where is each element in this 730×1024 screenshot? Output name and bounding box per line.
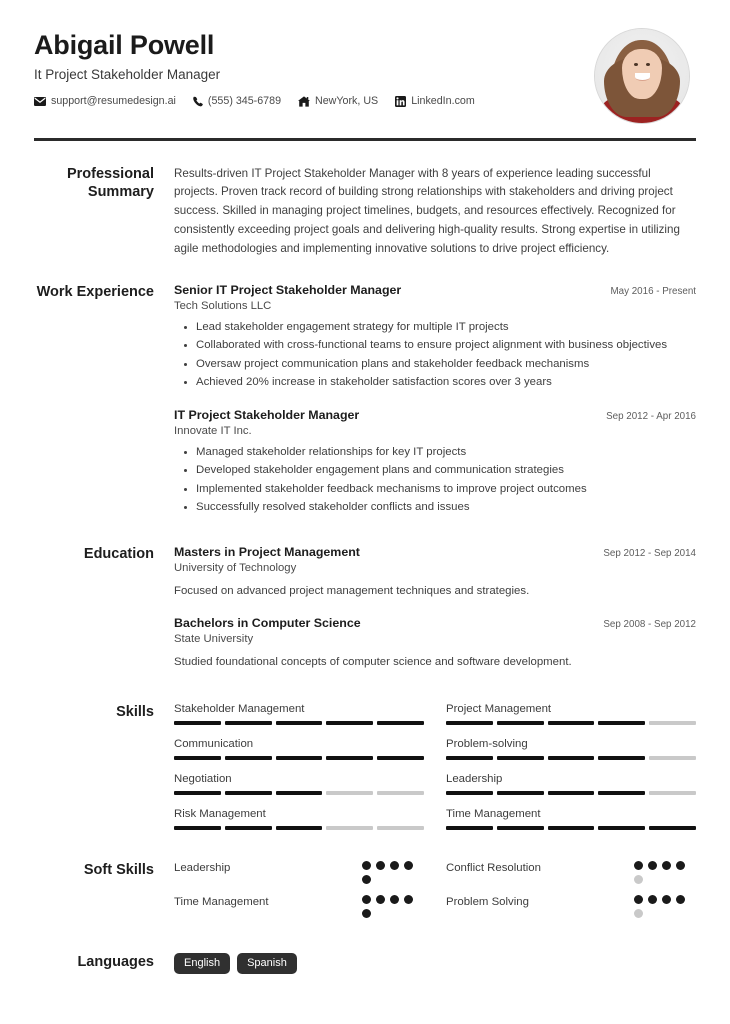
- education-entry-head: [174, 545, 696, 559]
- job-title: Senior IT Project Stakeholder Manager: [174, 282, 402, 297]
- header-text-block: [34, 26, 475, 107]
- skills-column-right: [446, 703, 696, 843]
- skill-bar-segment: [377, 791, 424, 795]
- contact-phone[interactable]: [193, 95, 281, 107]
- skill-bar-segment: [649, 721, 696, 725]
- language-tag[interactable]: English: [174, 953, 230, 974]
- phone-icon: [193, 96, 203, 107]
- school-name: State University: [174, 633, 254, 646]
- skill-bar-segment: [326, 721, 373, 725]
- skill-bar-segment: [446, 721, 493, 725]
- contact-location-label: NewYork, US: [315, 95, 379, 108]
- skills-columns: [174, 703, 696, 843]
- skill-bar-segment: [446, 791, 493, 795]
- envelope-icon: [34, 97, 46, 106]
- section-label-education: Education: [83, 545, 154, 562]
- section-label-soft-skills: Soft Skills: [83, 862, 154, 879]
- skill-bar-segment: [649, 756, 696, 760]
- skill-bar-segment: [326, 756, 373, 760]
- skill-bar-segment: [497, 791, 544, 795]
- job-title: IT Project Stakeholder Manager: [174, 407, 360, 422]
- work-entry-head: [174, 408, 696, 422]
- skill-name: Negotiation: [174, 773, 232, 786]
- skill-level-bar: [174, 721, 424, 725]
- soft-skill-dot: [676, 895, 685, 904]
- skill-level-bar: [174, 826, 424, 830]
- soft-skill-dot: [648, 895, 657, 904]
- section-professional-summary: [34, 165, 696, 259]
- section-languages: [34, 953, 696, 974]
- work-entry: [174, 408, 696, 516]
- skill-bar-segment: [446, 826, 493, 830]
- soft-skills-column-left: [174, 861, 424, 929]
- avatar-wrapper: [594, 26, 696, 124]
- skill-item: [446, 773, 696, 795]
- contact-linkedin-label: LinkedIn.com: [411, 95, 475, 108]
- skill-bar-segment: [174, 756, 221, 760]
- job-bullet: Lead stakeholder engagement strategy for multiple IT projects: [174, 319, 696, 336]
- soft-skill-dot: [390, 861, 399, 870]
- linkedin-icon: [395, 96, 406, 107]
- skill-bar-segment: [497, 721, 544, 725]
- job-bullet: Successfully resolved stakeholder conflicts and issues: [174, 499, 696, 516]
- skill-bar-segment: [276, 826, 323, 830]
- education-entry: [174, 616, 696, 671]
- skill-bar-segment: [225, 791, 272, 795]
- skill-name: Risk Management: [174, 808, 266, 821]
- skill-bar-segment: [174, 791, 221, 795]
- skill-bar-segment: [548, 756, 595, 760]
- soft-skill-dot: [362, 875, 371, 884]
- header-divider: [34, 138, 696, 141]
- soft-skill-name: Leadership: [174, 862, 231, 875]
- skill-bar-segment: [598, 756, 645, 760]
- skill-bar-segment: [497, 826, 544, 830]
- degree-date: Sep 2012 - Sep 2014: [603, 547, 696, 559]
- avatar: [594, 28, 690, 124]
- job-bullet: Implemented stakeholder feedback mechanisms to improve project outcomes: [174, 481, 696, 498]
- language-tag[interactable]: Spanish: [237, 953, 297, 974]
- soft-skill-dot: [362, 909, 371, 918]
- skill-level-bar: [446, 791, 696, 795]
- soft-skill-dot: [634, 861, 643, 870]
- degree-date: Sep 2008 - Sep 2012: [603, 619, 696, 631]
- soft-skill-dot: [404, 895, 413, 904]
- soft-skill-dot: [404, 861, 413, 870]
- job-date: Sep 2012 - Apr 2016: [606, 410, 696, 422]
- soft-skill-dot: [662, 861, 671, 870]
- section-soft-skills: [34, 861, 696, 929]
- soft-skills-columns: [174, 861, 696, 929]
- skill-item: [174, 703, 424, 725]
- skill-level-bar: [446, 756, 696, 760]
- skill-bar-segment: [276, 721, 323, 725]
- section-skills: [34, 703, 696, 843]
- skill-bar-segment: [446, 756, 493, 760]
- job-bullet: Oversaw project communication plans and stakeholder feedback mechanisms: [174, 356, 696, 373]
- skill-level-bar: [446, 826, 696, 830]
- soft-skill-name: Problem Solving: [446, 896, 529, 909]
- soft-skill-dot: [634, 909, 643, 918]
- soft-skills-body: [174, 861, 696, 929]
- job-bullets: [174, 444, 696, 516]
- section-label-skills: Skills: [116, 704, 154, 721]
- skill-name: Project Management: [446, 703, 552, 716]
- skills-column-left: [174, 703, 424, 843]
- degree-title: Masters in Project Management: [174, 544, 360, 559]
- skill-item: [174, 773, 424, 795]
- skill-bar-segment: [598, 826, 645, 830]
- contact-email[interactable]: [34, 95, 176, 107]
- soft-skill-item: [446, 861, 696, 884]
- soft-skill-dots: [362, 861, 424, 884]
- job-bullet: Developed stakeholder engagement plans and communication strategies: [174, 462, 696, 479]
- skill-name: Stakeholder Management: [174, 703, 305, 716]
- resume-header: [34, 26, 696, 124]
- soft-skill-dot: [648, 861, 657, 870]
- company-name: Innovate IT Inc.: [174, 424, 252, 437]
- soft-skill-dot: [362, 895, 371, 904]
- work-entry: [174, 283, 696, 391]
- skill-name: Communication: [174, 738, 254, 751]
- skill-item: [446, 738, 696, 760]
- contact-phone-label: (555) 345-6789: [207, 95, 282, 108]
- skill-item: [446, 703, 696, 725]
- job-date: May 2016 - Present: [610, 285, 696, 297]
- degree-description: Focused on advanced project management techniques and strategies.: [174, 584, 530, 597]
- skill-bar-segment: [377, 756, 424, 760]
- skill-bar-segment: [548, 791, 595, 795]
- soft-skill-dots: [362, 895, 424, 918]
- section-education: [34, 545, 696, 673]
- skill-bar-segment: [174, 826, 221, 830]
- soft-skill-name: Conflict Resolution: [446, 862, 541, 875]
- skill-bar-segment: [649, 791, 696, 795]
- degree-description: Studied foundational concepts of computer science and software development.: [174, 656, 572, 669]
- soft-skill-dots: [634, 861, 696, 884]
- soft-skill-dot: [376, 895, 385, 904]
- skill-bar-segment: [548, 721, 595, 725]
- skill-name: Time Management: [446, 808, 541, 821]
- soft-skill-item: [174, 861, 424, 884]
- job-bullet: Achieved 20% increase in stakeholder satisfaction scores over 3 years: [174, 374, 696, 391]
- company-name: Tech Solutions LLC: [174, 299, 272, 312]
- skill-bar-segment: [598, 721, 645, 725]
- job-bullets: [174, 319, 696, 391]
- soft-skills-column-right: [446, 861, 696, 929]
- education-entry-head: [174, 616, 696, 630]
- skill-item: [174, 808, 424, 830]
- skill-bar-segment: [377, 826, 424, 830]
- skill-name: Leadership: [446, 773, 503, 786]
- education-body: [174, 545, 696, 673]
- soft-skill-dot: [376, 861, 385, 870]
- job-bullet: Managed stakeholder relationships for key IT projects: [174, 444, 696, 461]
- skill-bar-segment: [326, 826, 373, 830]
- skill-level-bar: [174, 756, 424, 760]
- skill-bar-segment: [377, 721, 424, 725]
- skill-bar-segment: [276, 756, 323, 760]
- languages-body: [174, 953, 696, 974]
- skill-item: [174, 738, 424, 760]
- soft-skill-dot: [390, 895, 399, 904]
- summary-text: Results-driven IT Project Stakeholder Manager with 8 years of experience leading successful projects. Proven track record of building strong relationships with stakeholders and driving project success. Skilled in managing project timelines, budgets, and resources effectively. Recognized for consistently exceeding project goals and delivering high-quality results. Strong expertise in utilizing agile methodologies and implementing innovative solutions to drive project efficiency.: [174, 166, 680, 256]
- section-work-experience: [34, 283, 696, 518]
- work-entry-head: [174, 283, 696, 297]
- soft-skill-dots: [634, 895, 696, 918]
- section-label-work: Work Experience: [36, 283, 154, 300]
- skill-level-bar: [174, 791, 424, 795]
- soft-skill-name: Time Management: [174, 896, 269, 909]
- avatar-eye-right: [646, 63, 650, 66]
- candidate-name: Abigail Powell: [34, 30, 215, 60]
- contact-email-label: support@resumedesign.ai: [51, 95, 176, 108]
- skill-bar-segment: [276, 791, 323, 795]
- skills-body: [174, 703, 696, 843]
- soft-skill-dot: [662, 895, 671, 904]
- soft-skill-dot: [634, 895, 643, 904]
- skill-bar-segment: [326, 791, 373, 795]
- job-bullet: Collaborated with cross-functional teams to ensure project alignment with business objectives: [174, 337, 696, 354]
- soft-skill-dot: [634, 875, 643, 884]
- section-label-languages: Languages: [77, 954, 154, 971]
- skill-bar-segment: [497, 756, 544, 760]
- avatar-smile: [635, 73, 650, 81]
- skill-bar-segment: [598, 791, 645, 795]
- skill-name: Problem-solving: [446, 738, 528, 751]
- skill-level-bar: [446, 721, 696, 725]
- contact-linkedin[interactable]: [395, 95, 475, 107]
- language-tag-list: [174, 953, 696, 974]
- summary-body: [174, 165, 696, 259]
- skill-bar-segment: [225, 826, 272, 830]
- skill-bar-segment: [548, 826, 595, 830]
- degree-title: Bachelors in Computer Science: [174, 616, 361, 631]
- skill-bar-segment: [225, 756, 272, 760]
- skill-bar-segment: [225, 721, 272, 725]
- contact-row: [34, 95, 475, 107]
- soft-skill-item: [446, 895, 696, 918]
- soft-skill-dot: [676, 861, 685, 870]
- school-name: University of Technology: [174, 561, 297, 574]
- home-icon: [298, 96, 310, 107]
- soft-skill-item: [174, 895, 424, 918]
- skill-bar-segment: [649, 826, 696, 830]
- contact-location[interactable]: [298, 95, 378, 107]
- candidate-role: It Project Stakeholder Manager: [34, 67, 221, 83]
- work-body: [174, 283, 696, 518]
- skill-bar-segment: [174, 721, 221, 725]
- education-entry: [174, 545, 696, 600]
- skill-item: [446, 808, 696, 830]
- section-label-summary: Professional Summary: [66, 165, 154, 201]
- soft-skill-dot: [362, 861, 371, 870]
